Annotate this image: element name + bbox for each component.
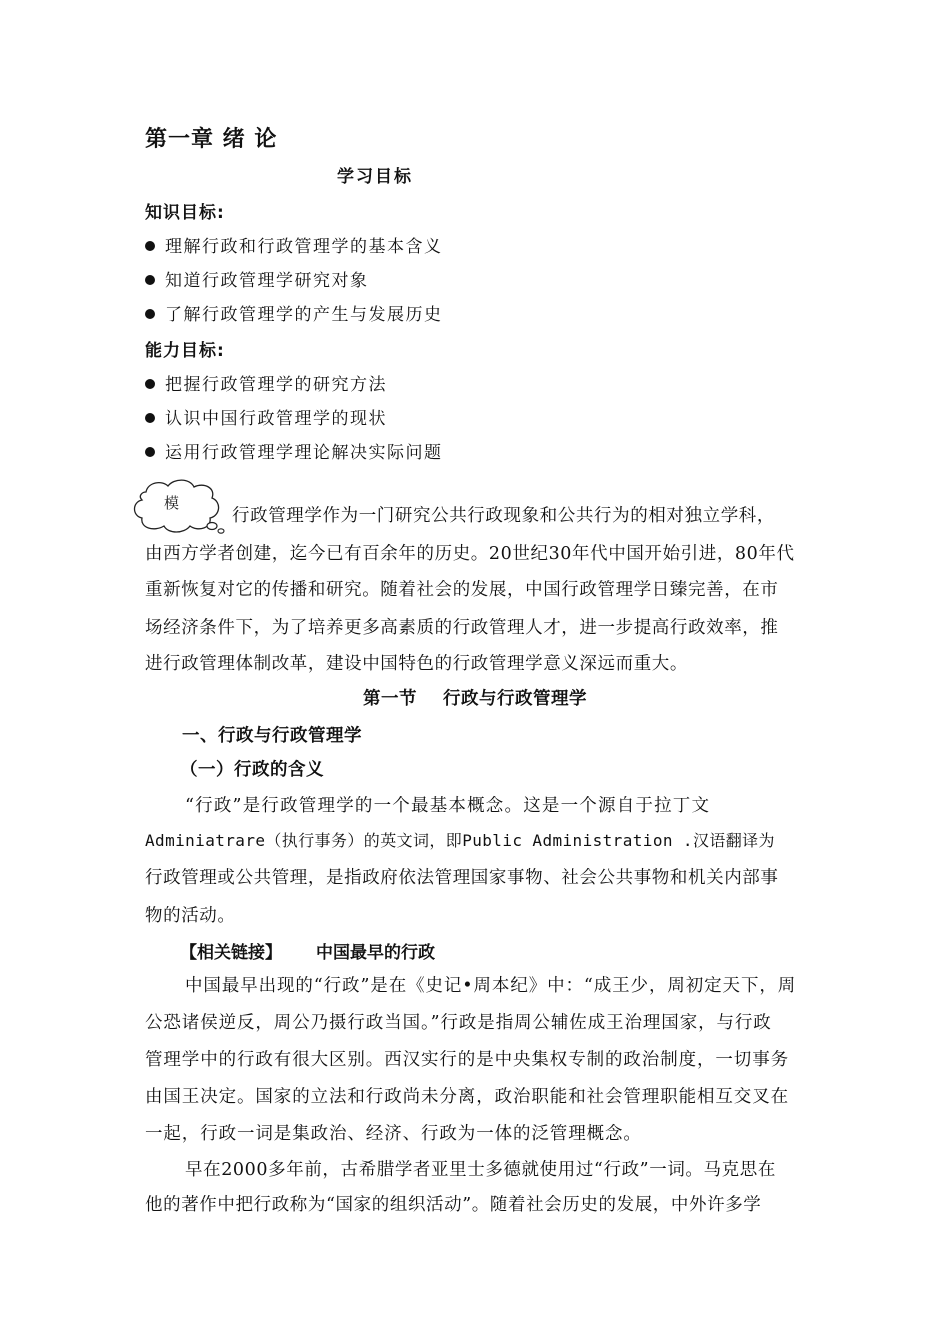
intro-line: 重新恢复对它的传播和研究。随着社会的发展，中国行政管理学日臻完善，在市 <box>145 580 779 600</box>
meaning-line: Adminiatrare（执行事务）的英文词，即Public Administration .汉语翻译为 <box>145 831 775 850</box>
learning-goals-title: 学习目标 <box>337 167 413 187</box>
cloud-label: 模 <box>164 494 180 512</box>
knowledge-goals-heading: 知识目标: <box>145 203 225 223</box>
subsection-heading: （一）行政的含义 <box>180 760 324 780</box>
ability-goal-item: 认识中国行政管理学的现状 <box>145 404 387 429</box>
bullet-icon <box>145 275 155 285</box>
history-line: 他的著作中把行政称为“国家的组织活动”。随着社会历史的发展，中外许多学 <box>145 1195 762 1215</box>
related-link-line: 公恐诸侯逆反，周公乃摄行政当国。”行政是指周公辅佐成王治理国家，与行政 <box>145 1013 772 1033</box>
ability-goal-item: 运用行政管理学理论解决实际问题 <box>145 438 443 463</box>
bullet-icon <box>145 413 155 423</box>
ability-goal-item: 把握行政管理学的研究方法 <box>145 370 387 395</box>
meaning-line: 物的活动。 <box>145 906 236 926</box>
chapter-title: 第一章 绪 论 <box>145 127 278 152</box>
bullet-icon <box>145 309 155 319</box>
knowledge-goal-item: 知道行政管理学研究对象 <box>145 266 369 291</box>
section-title: 第一节 行政与行政管理学 <box>363 689 587 709</box>
meaning-line: “行政”是行政管理学的一个最基本概念。这是一个源自于拉丁文 <box>185 796 711 816</box>
intro-line: 行政管理学作为一门研究公共行政现象和公共行为的相对独立学科， <box>232 506 775 526</box>
bullet-icon <box>145 379 155 389</box>
history-line: 早在2000多年前，古希腊学者亚里士多德就使用过“行政”一词。马克思在 <box>185 1160 776 1180</box>
intro-line: 由西方学者创建，迄今已有百余年的历史。20世纪30年代中国开始引进，80年代 <box>145 544 795 564</box>
related-link-line: 由国王决定。国家的立法和行政尚未分离，政治职能和社会管理职能相互交叉在 <box>145 1087 789 1107</box>
related-link-line: 管理学中的行政有很大区别。西汉实行的是中央集权专制的政治制度，一切事务 <box>145 1050 789 1070</box>
intro-line: 进行政管理体制改革，建设中国特色的行政管理学意义深远而重大。 <box>145 654 688 674</box>
bullet-icon <box>145 241 155 251</box>
related-link-heading: 【相关链接】 中国最早的行政 <box>180 943 435 963</box>
knowledge-goal-item: 理解行政和行政管理学的基本含义 <box>145 232 443 257</box>
related-link-line: 一起，行政一词是集政治、经济、行政为一体的泛管理概念。 <box>145 1124 642 1144</box>
knowledge-goal-item: 了解行政管理学的产生与发展历史 <box>145 300 443 325</box>
intro-line: 场经济条件下，为了培养更多高素质的行政管理人才，进一步提高行政效率，推 <box>145 618 779 638</box>
related-link-line: 中国最早出现的“行政”是在《史记•周本纪》中：“成王少，周初定天下，周 <box>185 976 797 996</box>
bullet-icon <box>145 447 155 457</box>
ability-goals-heading: 能力目标: <box>145 341 225 361</box>
meaning-line: 行政管理或公共管理，是指政府依法管理国家事物、社会公共事物和机关内部事 <box>145 868 779 888</box>
subsection-heading: 一、行政与行政管理学 <box>182 726 362 746</box>
